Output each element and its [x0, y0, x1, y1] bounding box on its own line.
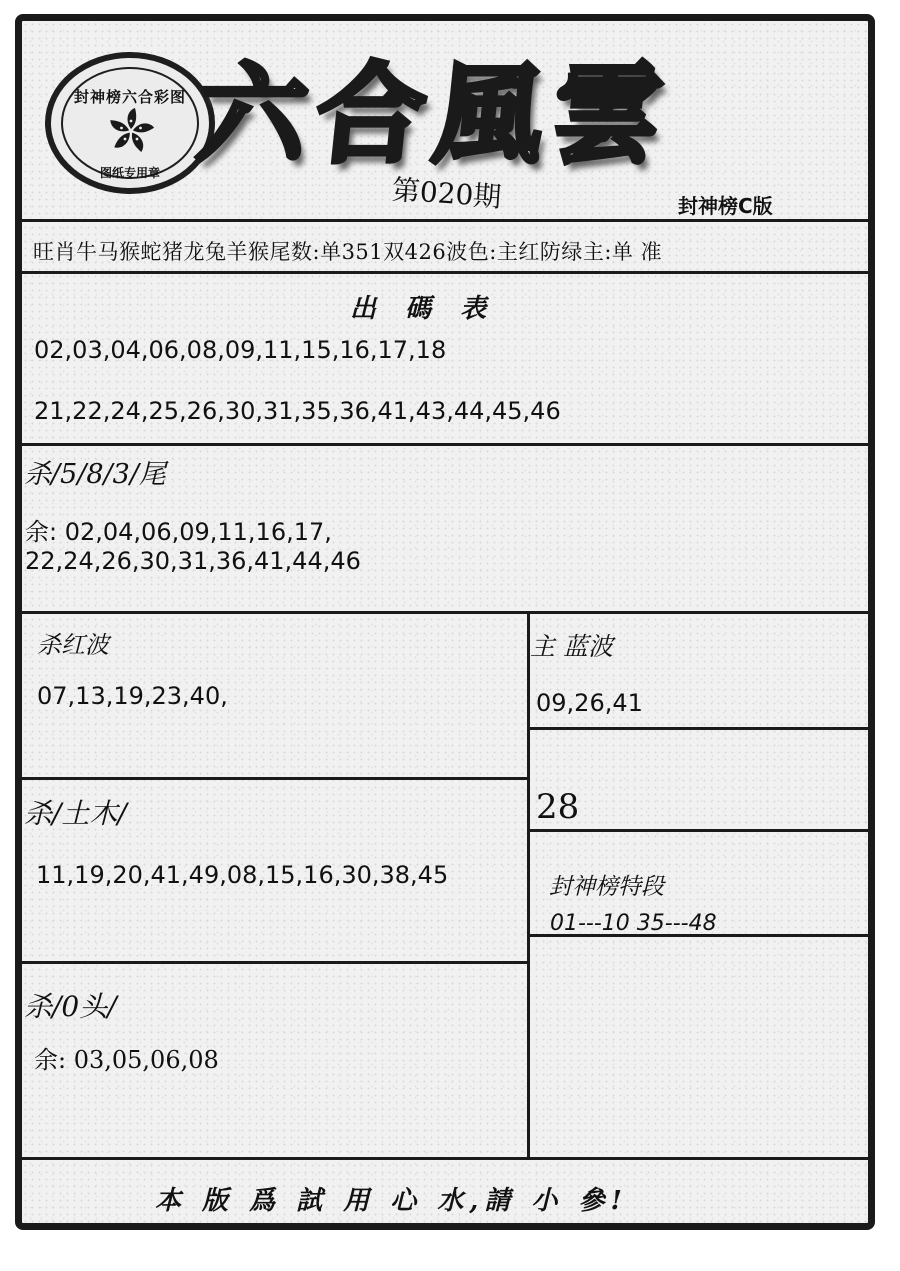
kill-red-numbers: 07,13,19,23,40,	[37, 682, 228, 710]
kill-head-rest: 余: 03,05,06,08	[34, 1046, 219, 1074]
zodiac-info-line: 旺肖牛马猴蛇猪龙兔羊猴尾数:单351双426波色:主红防绿主:单 准	[33, 240, 663, 264]
issue-number: 第020期	[390, 173, 503, 214]
special-number: 28	[536, 787, 580, 827]
divider	[22, 611, 868, 614]
draw-table-heading: 出 碼 表	[350, 294, 497, 324]
kill-element-numbers: 11,19,20,41,49,08,15,16,30,38,45	[36, 861, 449, 889]
main-blue-numbers: 09,26,41	[536, 689, 643, 717]
kill-tail-rest: 余: 02,04,06,09,11,16,17,	[25, 518, 332, 546]
divider	[22, 777, 529, 780]
seal-name: 封神榜六合彩图	[73, 88, 186, 106]
column-divider	[527, 611, 530, 1160]
divider	[529, 727, 868, 730]
kill-element-label: 杀/土木/	[24, 797, 127, 830]
kill-tail-label: 杀/5/8/3/尾	[24, 459, 166, 490]
kill-red-label: 杀红波	[37, 631, 109, 659]
divider	[22, 271, 868, 274]
divider	[22, 219, 868, 222]
draw-table-row: 21,22,24,25,26,30,31,35,36,41,43,44,45,46	[34, 397, 561, 425]
bauhinia-flower-icon	[106, 106, 156, 156]
special-section-label: 封神榜特段	[549, 874, 664, 900]
seal-stamp-text: 图纸专用章	[99, 166, 160, 180]
main-blue-label: 主 蓝波	[530, 632, 613, 661]
kill-tail-rest: 22,24,26,30,31,36,41,44,46	[25, 547, 361, 575]
edition-label: 封神榜C版	[678, 194, 773, 218]
draw-table-row: 02,03,04,06,08,09,11,15,16,17,18	[34, 336, 447, 364]
divider	[529, 829, 868, 832]
divider	[22, 961, 529, 964]
seal-stamp	[45, 52, 215, 194]
kill-head-label: 杀/0头/	[24, 990, 117, 1023]
divider	[22, 443, 868, 446]
special-section-ranges: 01---10 35---48	[550, 911, 717, 936]
footer-note: 本 版 爲 試 用 心 水,請 小 參!	[155, 1186, 628, 1216]
divider	[22, 1157, 868, 1160]
page-title: 六合風雲	[192, 52, 678, 178]
